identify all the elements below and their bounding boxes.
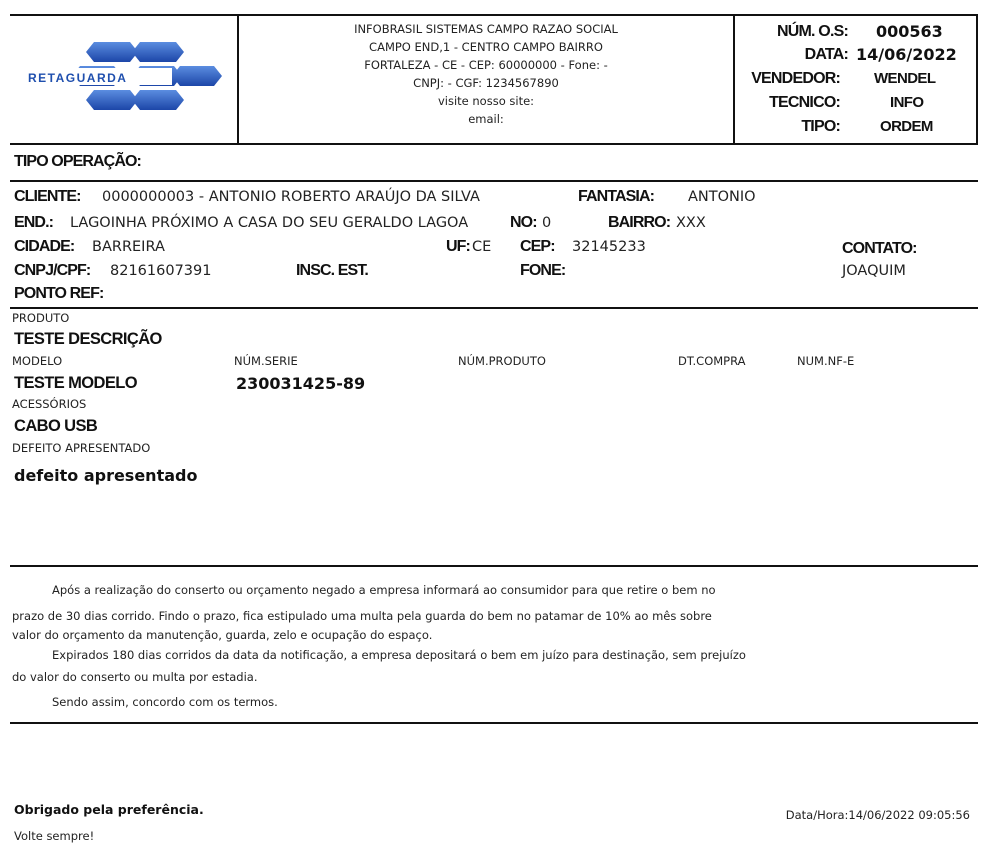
serial-value: 230031425-89 xyxy=(236,374,366,393)
product-label: PRODUTO xyxy=(12,311,70,325)
defect-label: DEFEITO APRESENTADO xyxy=(12,441,151,455)
purchase-date-label: DT.COMPRA xyxy=(678,354,746,368)
footer-datetime: Data/Hora:14/06/2022 09:05:56 xyxy=(785,808,970,822)
invoice-number-label: NUM.NF-E xyxy=(797,354,855,368)
defect-value: defeito apresentado xyxy=(14,466,198,485)
district-label: BAIRRO: xyxy=(608,214,671,231)
order-tech-value: INFO xyxy=(890,94,924,111)
phone-label: FONE: xyxy=(520,262,566,279)
operation-type-label: TIPO OPERAÇÃO: xyxy=(14,153,141,170)
client-label: CLIENTE: xyxy=(14,188,81,205)
order-seller-value: WENDEL xyxy=(874,70,936,87)
divider-product xyxy=(10,565,978,567)
terms-paragraph-1-line-2: prazo de 30 dias corrido. Findo o prazo, fica estipulado uma multa pela guarda do bem no patamar de 10% ao mês sobre xyxy=(12,609,712,623)
company-address: CAMPO END,1 - CENTRO CAMPO BAIRRO xyxy=(369,40,603,54)
number-label: NO: xyxy=(510,214,537,231)
model-label: MODELO xyxy=(12,354,63,368)
state-registration-label: INSC. EST. xyxy=(296,262,368,279)
divider-operation xyxy=(10,180,978,182)
company-site: visite nosso site: xyxy=(437,94,535,108)
terms-paragraph-1-line-1: Após a realização do conserto ou orçamento negado a empresa informará ao consumidor para que retire o bem no xyxy=(52,583,716,597)
uf-value: CE xyxy=(472,239,492,255)
header-divider-left xyxy=(237,14,239,145)
header-divider-right xyxy=(733,14,735,145)
company-logo xyxy=(22,38,222,114)
order-type-label: TIPO: xyxy=(801,118,840,135)
company-info xyxy=(240,20,732,128)
order-date-value: 14/06/2022 xyxy=(856,45,957,64)
company-cnpj: CNPJ: - CGF: 1234567890 xyxy=(413,76,559,90)
document-label: CNPJ/CPF: xyxy=(14,262,91,279)
company-city: FORTALEZA - CE - CEP: 60000000 - Fone: - xyxy=(364,58,608,72)
company-email: email: xyxy=(468,112,504,126)
fantasy-label: FANTASIA: xyxy=(578,188,655,205)
footer-thanks: Obrigado pela preferência. xyxy=(14,802,204,817)
order-type-value: ORDEM xyxy=(880,118,933,135)
product-value: TESTE DESCRIÇÃO xyxy=(14,330,162,348)
header-right-edge xyxy=(976,14,978,145)
header-top-border xyxy=(10,14,978,16)
order-number-value: 000563 xyxy=(876,22,943,41)
product-number-label: NÚM.PRODUTO xyxy=(458,354,546,368)
order-seller-label: VENDEDOR: xyxy=(751,70,840,87)
contact-value: JOAQUIM xyxy=(842,263,906,279)
accessories-label: ACESSÓRIOS xyxy=(12,397,87,411)
address-value: LAGOINHA PRÓXIMO A CASA DO SEU GERALDO LAGOA xyxy=(70,215,469,231)
order-tech-label: TECNICO: xyxy=(769,94,840,111)
terms-paragraph-3: Sendo assim, concordo com os termos. xyxy=(52,695,278,709)
order-number-label: NÚM. O.S: xyxy=(776,23,848,40)
address-label: END.: xyxy=(14,214,54,231)
company-name: INFOBRASIL SISTEMAS CAMPO RAZAO SOCIAL xyxy=(354,22,618,36)
footer-come-back: Volte sempre! xyxy=(14,829,95,843)
svg-text:RETAGUARDA: RETAGUARDA xyxy=(28,71,128,85)
number-value: 0 xyxy=(542,215,552,231)
district-value: XXX xyxy=(676,215,706,231)
model-value: TESTE MODELO xyxy=(14,374,137,392)
order-date-label: DATA: xyxy=(804,46,848,63)
document-value: 82161607391 xyxy=(110,263,212,279)
city-label: CIDADE: xyxy=(14,238,75,255)
terms-paragraph-1-line-3: valor do orçamento da manutenção, guarda, zelo e ocupação do espaço. xyxy=(12,628,433,642)
reference-label: PONTO REF: xyxy=(14,285,104,302)
terms-paragraph-2-line-2: do valor do conserto ou multa por estadia. xyxy=(12,670,258,684)
header-bottom-border xyxy=(10,143,978,145)
cep-label: CEP: xyxy=(520,238,555,255)
fantasy-value: ANTONIO xyxy=(688,189,756,205)
uf-label: UF: xyxy=(446,238,470,255)
cep-value: 32145233 xyxy=(572,239,646,255)
divider-terms xyxy=(10,722,978,724)
accessories-value: CABO USB xyxy=(14,417,98,435)
terms-paragraph-2-line-1: Expirados 180 dias corridos da data da notificação, a empresa depositará o bem em juízo para destinação, sem prejuízo xyxy=(52,648,746,662)
serial-label: NÚM.SERIE xyxy=(234,354,298,368)
divider-client xyxy=(10,307,978,309)
contact-label: CONTATO: xyxy=(842,240,917,257)
client-value: 0000000003 - ANTONIO ROBERTO ARAÚJO DA SILVA xyxy=(102,189,480,205)
city-value: BARREIRA xyxy=(92,239,165,255)
logo-hexagons xyxy=(22,38,222,114)
